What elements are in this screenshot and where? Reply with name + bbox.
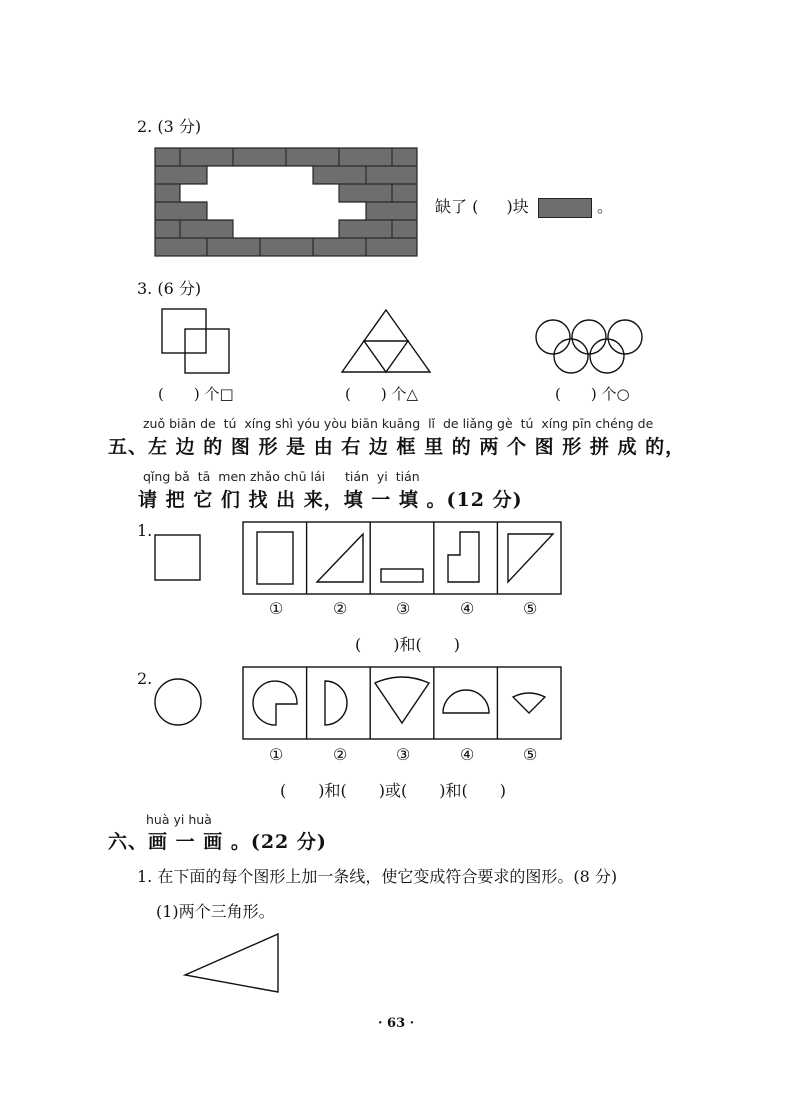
option-5-small-sector [513,693,545,713]
q3-answer-squares: ( ) 个□ [158,385,234,403]
brick-wall-figure [155,148,417,256]
section5-pinyin-line1: zuǒ biān de tú xíng shì yóu yòu biān kuāng lǐ de liǎng gè tú xíng pīn chéng de [143,416,654,431]
q2-answer: ( )和( )或( )和( ) [280,781,506,800]
target-circle-figure [153,677,203,727]
option-2-right-triangle [317,534,363,582]
olympic-rings-figure [533,318,649,380]
q3-answer-circles: ( ) 个○ [555,385,630,403]
section6-pinyin: huà yi huà [146,812,212,827]
section5-pinyin-line2: qǐng bǎ tā men zhǎo chū lái tián yi tián [143,469,420,484]
section6-title: 六、画 一 画 。(22 分) [108,831,327,853]
q1-number-2: ② [333,599,348,618]
q1-number-4: ④ [460,599,475,618]
q3-label: 3. (6 分) [137,279,202,298]
option-1-three-quarter-circle [253,681,297,725]
q1-answer: ( )和( ) [355,635,460,654]
option-3-thin-rectangle [381,569,423,582]
triangle-to-split-figure [183,932,281,994]
option-4-l-shape [448,532,479,582]
section5-title-line1: 五、左 边 的 图 形 是 由 右 边 框 里 的 两 个 图 形 拼 成 的， [108,436,686,458]
option-1-rectangle [257,532,293,584]
page-number: · 63 · [378,1016,415,1031]
q2-answer-suffix: 。 [596,197,613,216]
section6-q1: 1. 在下面的每个图形上加一条线，使它变成符合要求的图形。(8 分) [137,867,618,886]
brick-icon [538,198,592,218]
section6-q1-sub1: (1)两个三角形。 [156,902,275,921]
q1-options-strip [243,522,563,596]
q1-number-3: ③ [396,599,411,618]
section5-q1-label: 1. [137,521,153,540]
target-square-figure [155,535,201,581]
q2-number-5: ⑤ [523,745,538,764]
triangle-grid-figure [340,308,432,374]
q1-number-5: ⑤ [523,599,538,618]
q2-answer-mid: )块 [506,197,529,216]
q2-number-3: ③ [396,745,411,764]
option-3-large-sector [375,677,429,723]
q3-answer-triangles: ( ) 个△ [345,385,419,403]
q2-number-2: ② [333,745,348,764]
overlapping-squares-figure [160,307,232,375]
q2-options-strip [243,667,563,741]
q2-answer [435,194,613,218]
q2-number-4: ④ [460,745,475,764]
section5-q2-label: 2. [137,669,153,688]
q1-number-1: ① [269,599,284,618]
q2-number-1: ① [269,745,284,764]
option-5-right-triangle [508,534,553,582]
section5-title-line2: 请 把 它 们 找 出 来，填 一 填 。(12 分) [138,489,523,511]
q2-answer-prefix: 缺了 ( [435,197,479,216]
option-4-half-circle-down [443,690,489,713]
q2-label: 2. (3 分) [137,117,202,136]
option-2-half-circle [325,681,347,725]
